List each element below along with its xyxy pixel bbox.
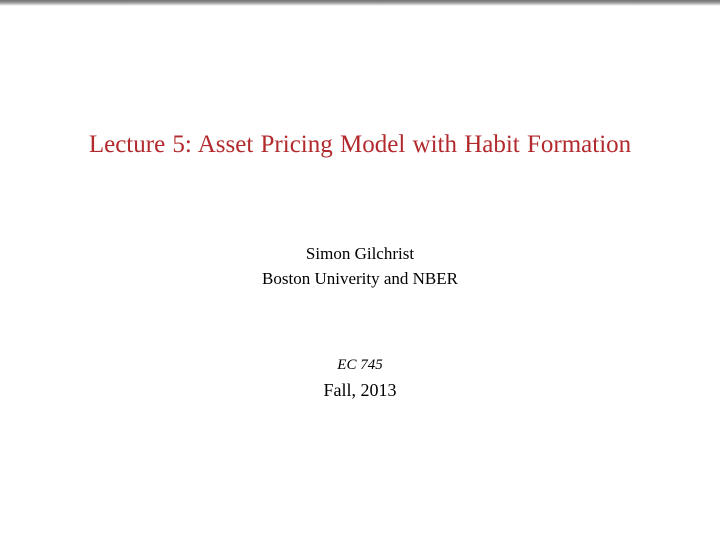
course-block [0,353,720,404]
author-block [0,241,720,291]
course-term: Fall, 2013 [323,380,397,400]
author-name: Simon Gilchrist [305,244,415,263]
course-code: EC 745 [337,357,383,373]
title-block [0,127,720,162]
slide-title: Lecture 5: Asset Pricing Model with Habit Formation [88,131,632,158]
author-affiliation: Boston Univerity and NBER [262,269,458,288]
